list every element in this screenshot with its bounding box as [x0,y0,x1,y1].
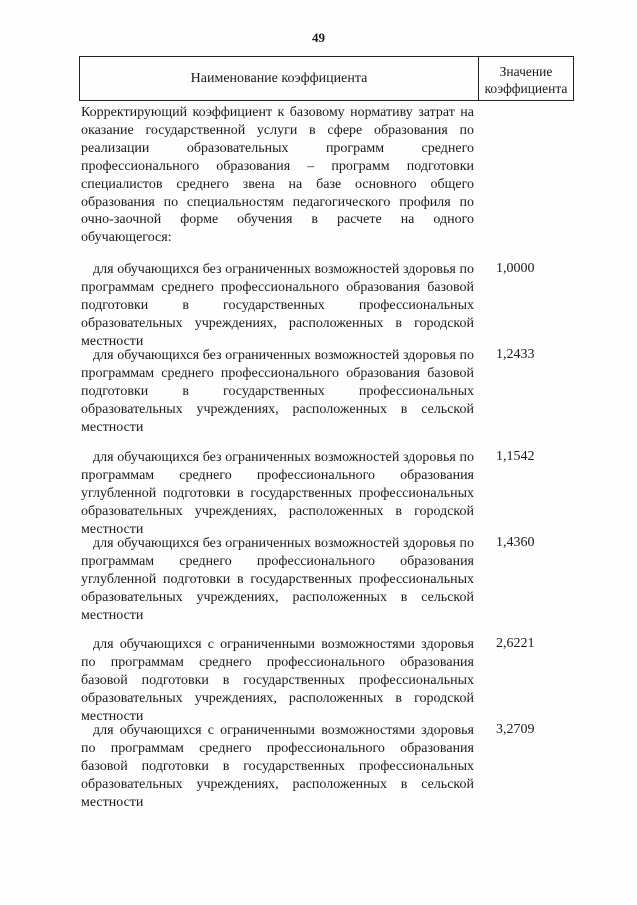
page-number: 49 [312,30,325,45]
row-text-3: для обучающихся без ограниченных возможностей здоровья по программам среднего профессионального образования углубленной подготовки в государственных профессиональных образовательных учреждениях, расположенных в городской местности [81,450,474,537]
coefficient-value-header: Значение коэффициента [484,63,568,96]
row-value-3: 1,1542 [496,449,535,464]
row-value-1: 1,0000 [496,261,535,276]
row-text-2: для обучающихся без ограниченных возможностей здоровья по программам среднего профессионального образования базовой подготовки в государственных профессиональных образовательных учреждениях, расположенных в сельской местности [81,348,474,435]
row-value-6: 3,2709 [496,722,535,737]
row-text-4: для обучающихся без ограниченных возможностей здоровья по программам среднего профессионального образования углубленной подготовки в государственных профессиональных образовательных учреждениях, расположенных в сельской местности [81,536,474,623]
row-value-5: 2,6221 [496,636,535,651]
row-value-2: 1,2433 [496,347,535,362]
row-text-1: для обучающихся без ограниченных возможностей здоровья по программам среднего профессионального образования базовой подготовки в государственных профессиональных образовательных учреждениях, расположенных в городской местности [81,262,474,349]
row-text-5: для обучающихся с ограниченными возможностями здоровья по программам среднего профессионального образования базовой подготовки в государственных профессиональных образовательных учреждениях, расположенных в городской местности [81,637,474,724]
coefficient-name-header: Наименование коэффициента [80,57,479,100]
row-value-4: 1,4360 [496,535,535,550]
row-text-6: для обучающихся с ограниченными возможностями здоровья по программам среднего профессионального образования базовой подготовки в государственных профессиональных образовательных учреждениях, расположенных в сельской местности [81,723,474,810]
intro-paragraph: Корректирующий коэффициент к базовому нормативу затрат на оказание государственной услуги в сфере образования по реализации образовательных программ среднего профессионального образования – программ подготовки специалистов среднего звена на базе основного общего образования по специальностям педагогического профиля по очно-заочной форме обучения в расчете на одного обучающегося: [81,105,474,246]
table-header [79,56,574,101]
